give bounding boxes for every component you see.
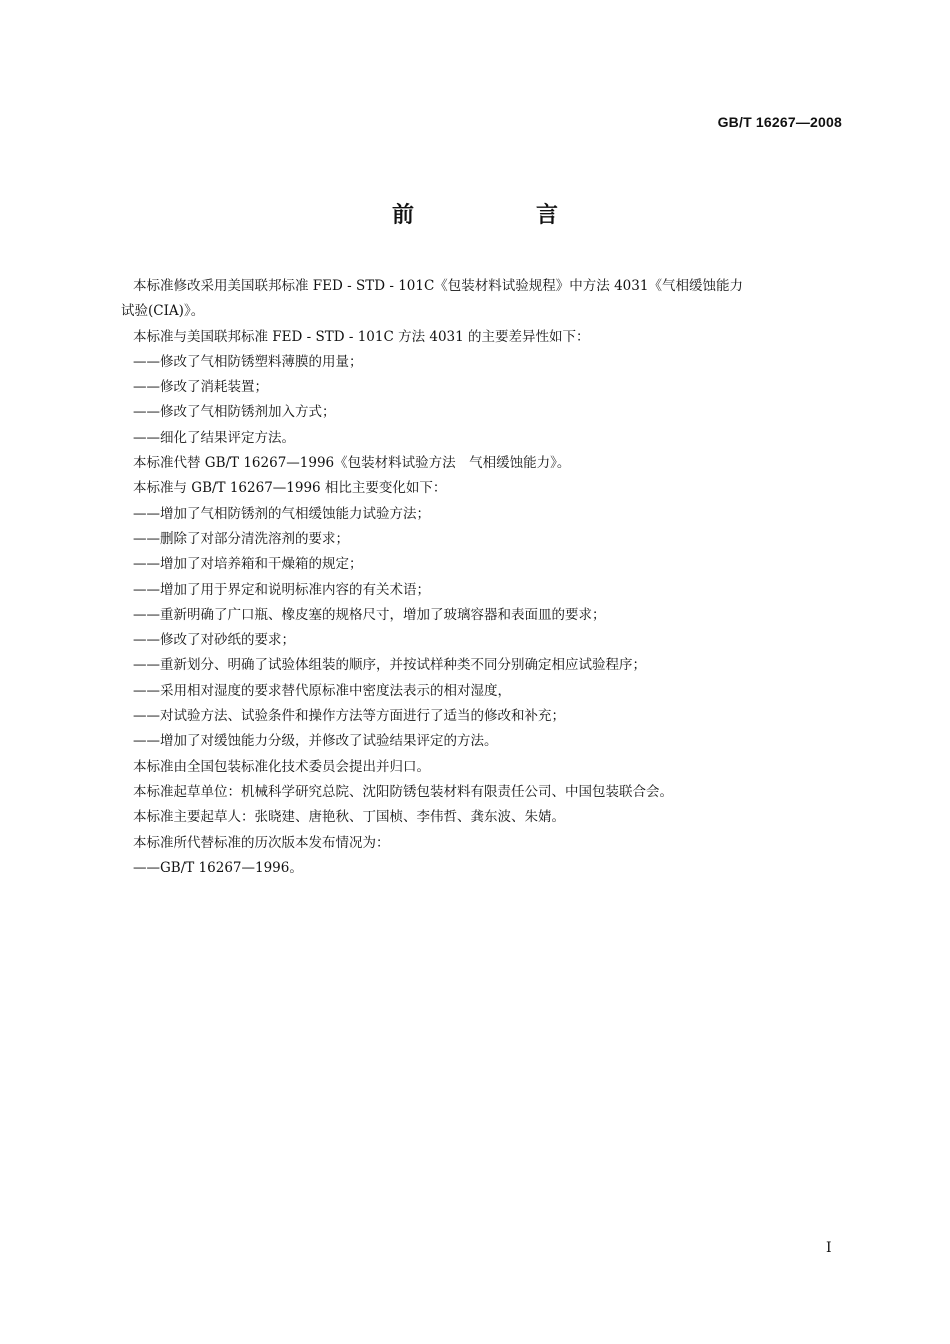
list-item: ——重新划分、明确了试验体组装的顺序，并按试样种类不同分别确定相应试验程序； — [133, 657, 646, 674]
list-item: ——修改了气相防锈剂加入方式； — [133, 404, 336, 421]
list-item: ——修改了气相防锈塑料薄膜的用量； — [133, 353, 363, 370]
page-number: I — [826, 1240, 832, 1256]
paragraph-line-20: 本标准由全国包装标准化技术委员会提出并归口。 — [133, 758, 430, 775]
paragraph-line-23: 本标准所代替标准的历次版本发布情况为： — [133, 834, 390, 851]
paragraph-line-2: 试验(CIA)》。 — [121, 303, 205, 320]
paragraph-line-8: 本标准代替 GB/T 16267—1996《包装材料试验方法 气相缓蚀能力》。 — [133, 455, 571, 472]
paragraph-line-3: 本标准与美国联邦标准 FED - STD - 101C 方法 4031 的主要差异性如下： — [133, 328, 590, 345]
list-item: ——增加了气相防锈剂的气相缓蚀能力试验方法； — [133, 505, 430, 522]
paragraph-line-1: 本标准修改采用美国联邦标准 FED - STD - 101C《包装材料试验规程》中方法 4031《气相缓蚀能力 — [133, 278, 743, 294]
page-title: 前 言 — [391, 203, 608, 228]
paragraph-line-22: 本标准主要起草人：张晓建、唐艳秋、丁国桢、李伟哲、龚东波、朱婧。 — [133, 809, 565, 826]
list-item: ——修改了消耗装置； — [133, 379, 268, 396]
paragraph-line-21: 本标准起草单位：机械科学研究总院、沈阳防锈包装材料有限责任公司、中国包装联合会。 — [133, 783, 673, 800]
list-item: ——重新明确了广口瓶、橡皮塞的规格尺寸，增加了玻璃容器和表面皿的要求； — [133, 606, 606, 623]
standard-code: GB/T 16267—2008 — [717, 114, 842, 130]
list-item: ——采用相对湿度的要求替代原标准中密度法表示的相对湿度， — [133, 682, 511, 699]
list-item: ——对试验方法、试验条件和操作方法等方面进行了适当的修改和补充； — [133, 708, 565, 725]
preface-body — [121, 274, 848, 881]
list-item: ——细化了结果评定方法。 — [133, 429, 295, 446]
paragraph-line-9: 本标准与 GB/T 16267—1996 相比主要变化如下： — [133, 480, 447, 497]
list-item: ——增加了对缓蚀能力分级，并修改了试验结果评定的方法。 — [133, 733, 498, 750]
list-item: ——增加了用于界定和说明标准内容的有关术语； — [133, 581, 430, 598]
list-item: ——GB/T 16267—1996。 — [133, 859, 303, 876]
list-item: ——修改了对砂纸的要求； — [133, 632, 295, 649]
list-item: ——增加了对培养箱和干燥箱的规定； — [133, 556, 363, 573]
list-item: ——删除了对部分清洗溶剂的要求； — [133, 530, 349, 547]
